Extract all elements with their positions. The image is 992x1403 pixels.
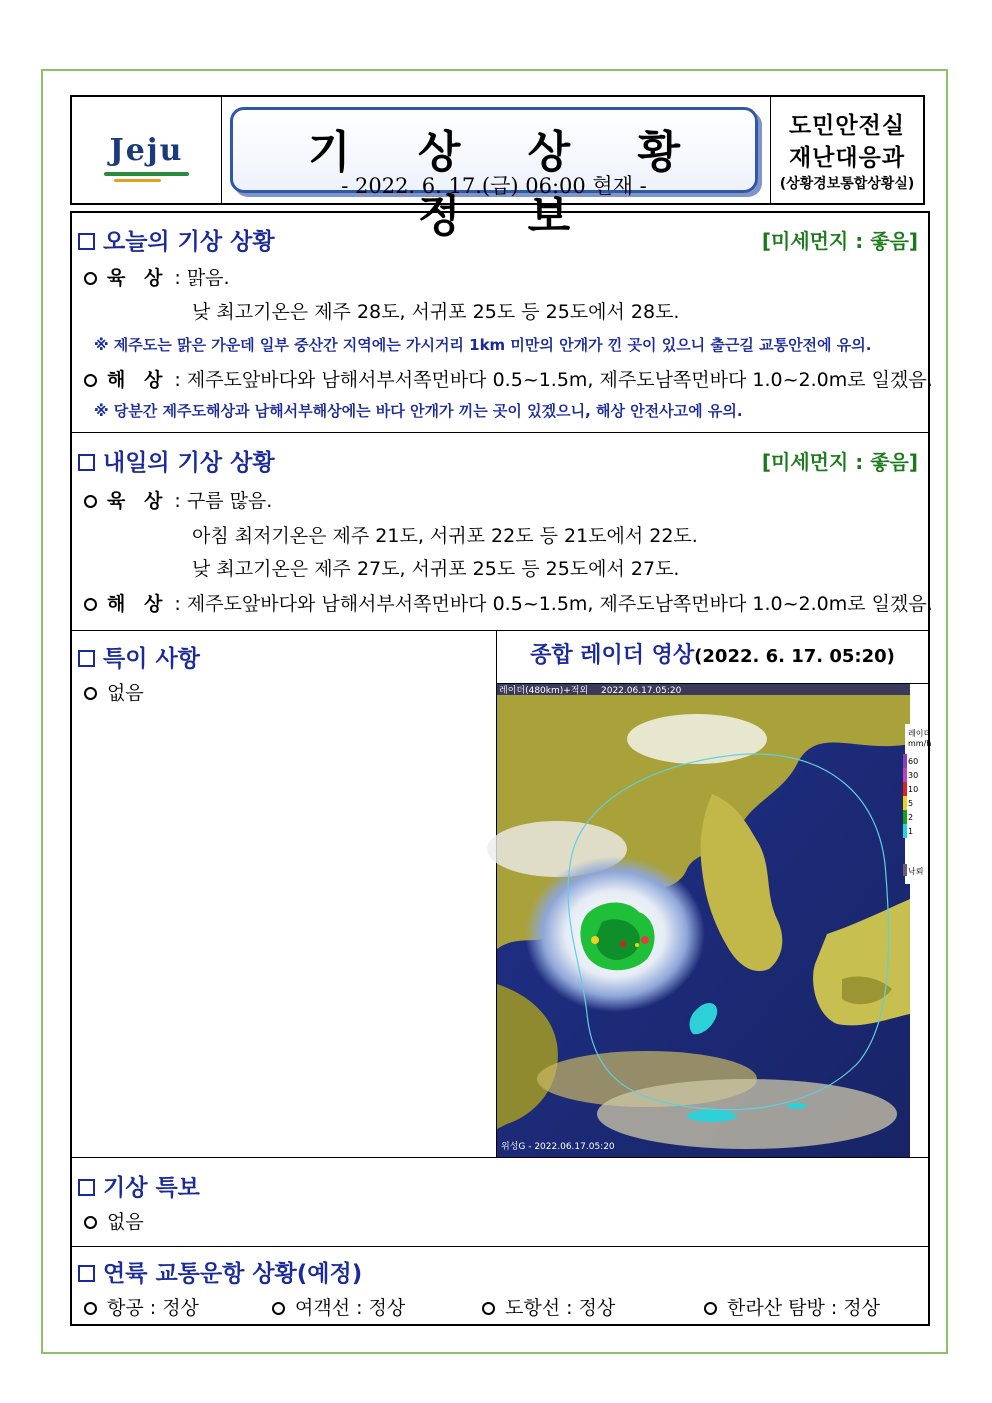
legend-swatch: [903, 782, 907, 796]
legend-swatch: [903, 768, 907, 782]
transport-ferry-text: 여객선 : 정상: [295, 1297, 406, 1319]
transport-air-text: 항공 : 정상: [107, 1297, 199, 1319]
today-land: [84, 263, 230, 290]
transport-item-ferry: [272, 1293, 405, 1320]
tomorrow-land-sep: :: [174, 490, 181, 512]
today-land-sep: :: [174, 267, 181, 289]
special-value: [84, 678, 144, 705]
tomorrow-dust: [미세먼지 : 좋음]: [761, 450, 918, 474]
legend-swatch: [903, 810, 907, 824]
title-box: [230, 107, 758, 242]
tomorrow-land-label: 육 상: [107, 490, 169, 512]
tomorrow-land-text: 구름 많음.: [186, 490, 273, 512]
tomorrow-high-temp: 낮 최고기온은 제주 27도, 서귀포 25도 등 25도에서 27도.: [192, 558, 680, 580]
legend-value: 5: [908, 799, 914, 808]
circle-icon: [84, 1302, 97, 1315]
warning-value-text: 없음: [107, 1211, 144, 1233]
transport-title-text: 연륙 교통운항 상황(예정): [103, 1261, 363, 1287]
legend-swatch: [903, 864, 907, 876]
radar-caption-time: 2022.06.17.05:20: [601, 686, 682, 696]
radar-satellite-map: [497, 684, 932, 1157]
legend-swatch: [903, 754, 907, 768]
special-radar-section: [72, 630, 932, 1158]
special-title-text: 특이 사항: [103, 646, 200, 672]
report-table: [70, 211, 933, 1326]
tomorrow-sea: [84, 589, 933, 616]
tomorrow-section: [72, 432, 933, 631]
today-section: [72, 213, 933, 433]
transport-item-island-boat: [482, 1293, 615, 1320]
circle-icon: [84, 687, 97, 700]
logo-cell: [72, 97, 222, 203]
transport-title: [78, 1255, 362, 1288]
today-land-label: 육 상: [107, 267, 169, 289]
circle-icon: [272, 1302, 285, 1315]
circle-icon: [84, 272, 97, 285]
department-cell: [770, 97, 923, 203]
legend-swatch: [903, 796, 907, 810]
tomorrow-land: [84, 486, 272, 513]
tomorrow-sea-text: 제주도앞바다와 남해서부서쪽먼바다 0.5~1.5m, 제주도남쪽먼바다 1.0~2.0m로 일겠음.: [186, 593, 933, 615]
tomorrow-sea-label: 해 상: [107, 593, 169, 615]
radar-caption-top: 레이더(480km)+적외: [499, 686, 589, 696]
page-title: 기 상 상 황 정 보: [308, 127, 706, 242]
today-sea-label: 해 상: [107, 369, 169, 391]
legend-value: 60: [908, 757, 919, 766]
transport-item-hallasan: [704, 1293, 880, 1320]
today-note-fog: ※ 제주도는 맑은 가운데 일부 중산간 지역에는 가시거리 1km 미만의 안개가 낀 곳이 있으니 출근길 교통안전에 유의.: [94, 336, 872, 354]
page-subtitle: - 2022. 6. 17.(금) 06:00 현재 -: [341, 174, 647, 198]
today-land-temp: 낮 최고기온은 제주 28도, 서귀포 25도 등 25도에서 28도.: [192, 301, 680, 323]
transport-section: [72, 1246, 928, 1324]
logo-underline: [104, 172, 190, 176]
today-sea-sep: :: [174, 369, 181, 391]
legend-lightning: 낙뢰: [908, 867, 924, 876]
circle-icon: [84, 374, 97, 387]
circle-icon: [84, 495, 97, 508]
today-sea: [84, 365, 933, 392]
logo-text: Jeju: [109, 132, 184, 168]
checkbox-icon: [78, 1265, 95, 1282]
jeju-logo: [110, 133, 184, 168]
department-line-3: (상황경보통합상황실): [779, 176, 915, 192]
today-note-sea: ※ 당분간 제주도해상과 남해서부해상에는 바다 안개가 끼는 곳이 있겠으니, 해상 안전사고에 유의.: [94, 402, 743, 420]
today-title: [78, 223, 275, 256]
logo-underline-accent: [114, 179, 162, 182]
legend-value: 10: [908, 785, 919, 794]
today-sea-text: 제주도앞바다와 남해서부서쪽먼바다 0.5~1.5m, 제주도남쪽먼바다 1.0~2.0m로 일겠음.: [186, 369, 933, 391]
radar-legend: [903, 724, 931, 884]
radar-title-text: 종합 레이더 영상: [530, 643, 695, 668]
warning-title-text: 기상 특보: [103, 1175, 200, 1201]
warning-title: [78, 1169, 200, 1202]
legend-title: 레이더: [908, 729, 932, 738]
transport-item-air: [84, 1293, 199, 1320]
legend-swatch: [903, 824, 907, 838]
special-title: [78, 640, 200, 673]
circle-icon: [84, 598, 97, 611]
today-dust: [미세먼지 : 좋음]: [761, 229, 918, 253]
department-line-1: 도민안전실: [788, 113, 906, 139]
today-land-text: 맑음.: [186, 267, 230, 289]
legend-value: 2: [908, 813, 914, 822]
tomorrow-sea-sep: :: [174, 593, 181, 615]
checkbox-icon: [78, 233, 95, 250]
checkbox-icon: [78, 1179, 95, 1196]
radar-caption-bottom: 위성G - 2022.06.17.05:20: [501, 1142, 615, 1152]
tomorrow-title-text: 내일의 기상 상황: [103, 450, 275, 476]
warning-value: [84, 1207, 144, 1234]
department-line-2: 재난대응과: [788, 145, 906, 171]
legend-unit: mm/h: [908, 739, 932, 748]
warning-section: [72, 1157, 928, 1247]
circle-icon: [704, 1302, 717, 1315]
special-value-text: 없음: [107, 682, 144, 704]
today-title-text: 오늘의 기상 상황: [103, 229, 275, 255]
tomorrow-low-temp: 아침 최저기온은 제주 21도, 서귀포 22도 등 21도에서 22도.: [192, 525, 698, 547]
checkbox-icon: [78, 650, 95, 667]
circle-icon: [482, 1302, 495, 1315]
circle-icon: [84, 1216, 97, 1229]
radar-title: [497, 630, 928, 684]
transport-hallasan-text: 한라산 탐방 : 정상: [727, 1297, 880, 1319]
transport-island-boat-text: 도항선 : 정상: [505, 1297, 616, 1319]
tomorrow-title: [78, 444, 275, 477]
legend-value: 30: [908, 771, 919, 780]
radar-image: [497, 684, 932, 1157]
legend-value: 1: [908, 827, 914, 836]
radar-time: (2022. 6. 17. 05:20): [694, 646, 895, 667]
checkbox-icon: [78, 454, 95, 471]
